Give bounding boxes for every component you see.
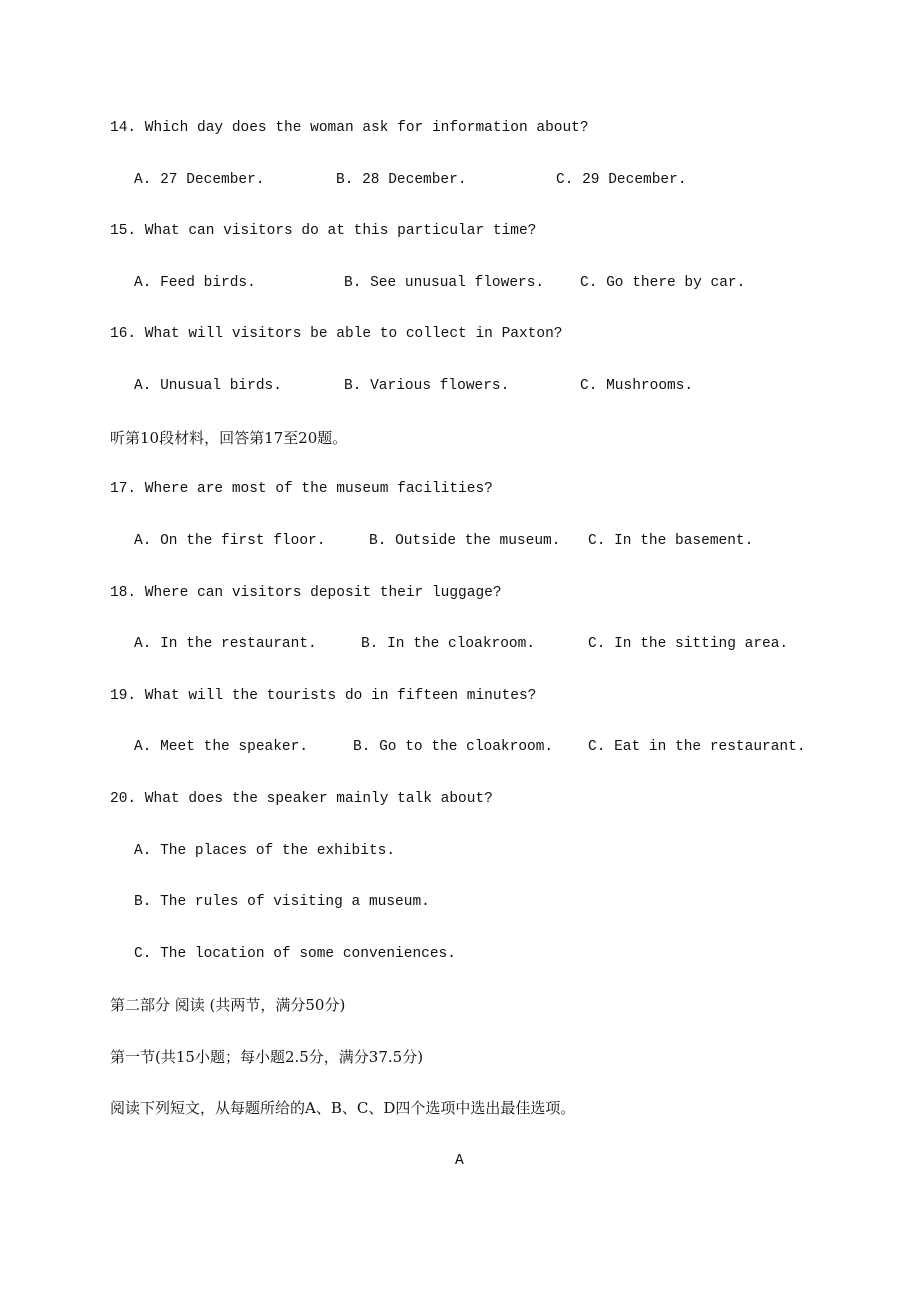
part-2-title: 第二部分 阅读 (共两节，满分50分) xyxy=(110,996,346,1014)
question-16-stem: 16. What will visitors be able to collect in Paxton? xyxy=(110,326,563,342)
question-15-option-c: C. Go there by car. xyxy=(580,275,746,291)
question-15-stem: 15. What can visitors do at this particular time? xyxy=(110,223,537,239)
question-14-option-b: B. 28 December. xyxy=(336,172,467,188)
question-18-option-c: C. In the sitting area. xyxy=(588,636,789,652)
question-19-option-a: A. Meet the speaker. xyxy=(134,739,309,755)
question-15-option-a: A. Feed birds. xyxy=(134,275,256,291)
question-17-option-c: C. In the basement. xyxy=(588,533,754,549)
section-10-instruction: 听第10段材料，回答第17至20题。 xyxy=(110,429,348,447)
question-20-stem: 20. What does the speaker mainly talk about? xyxy=(110,791,493,807)
question-19-option-c: C. Eat in the restaurant. xyxy=(588,739,806,755)
question-19-option-b: B. Go to the cloakroom. xyxy=(353,739,554,755)
question-18-option-a: A. In the restaurant. xyxy=(134,636,317,652)
question-19-stem: 19. What will the tourists do in fifteen minutes? xyxy=(110,688,537,704)
question-18-stem: 18. Where can visitors deposit their luggage? xyxy=(110,585,502,601)
question-14-option-a: A. 27 December. xyxy=(134,172,265,188)
question-20-option-b: B. The rules of visiting a museum. xyxy=(134,894,430,910)
question-16-option-c: C. Mushrooms. xyxy=(580,378,694,394)
question-20-option-c: C. The location of some conveniences. xyxy=(134,946,456,962)
question-14-stem: 14. Which day does the woman ask for information about? xyxy=(110,120,589,136)
question-17-option-a: A. On the first floor. xyxy=(134,533,326,549)
question-14-option-c: C. 29 December. xyxy=(556,172,687,188)
passage-label: A xyxy=(455,1153,464,1169)
question-15-option-b: B. See unusual flowers. xyxy=(344,275,545,291)
section-1-title: 第一节(共15小题；每小题2.5分，满分37.5分) xyxy=(110,1048,424,1066)
reading-instruction: 阅读下列短文，从每题所给的A、B、C、D四个选项中选出最佳选项。 xyxy=(110,1099,576,1117)
question-17-option-b: B. Outside the museum. xyxy=(369,533,561,549)
question-16-option-b: B. Various flowers. xyxy=(344,378,510,394)
question-17-stem: 17. Where are most of the museum facilities? xyxy=(110,481,493,497)
question-20-option-a: A. The places of the exhibits. xyxy=(134,843,396,859)
question-18-option-b: B. In the cloakroom. xyxy=(361,636,536,652)
question-16-option-a: A. Unusual birds. xyxy=(134,378,282,394)
